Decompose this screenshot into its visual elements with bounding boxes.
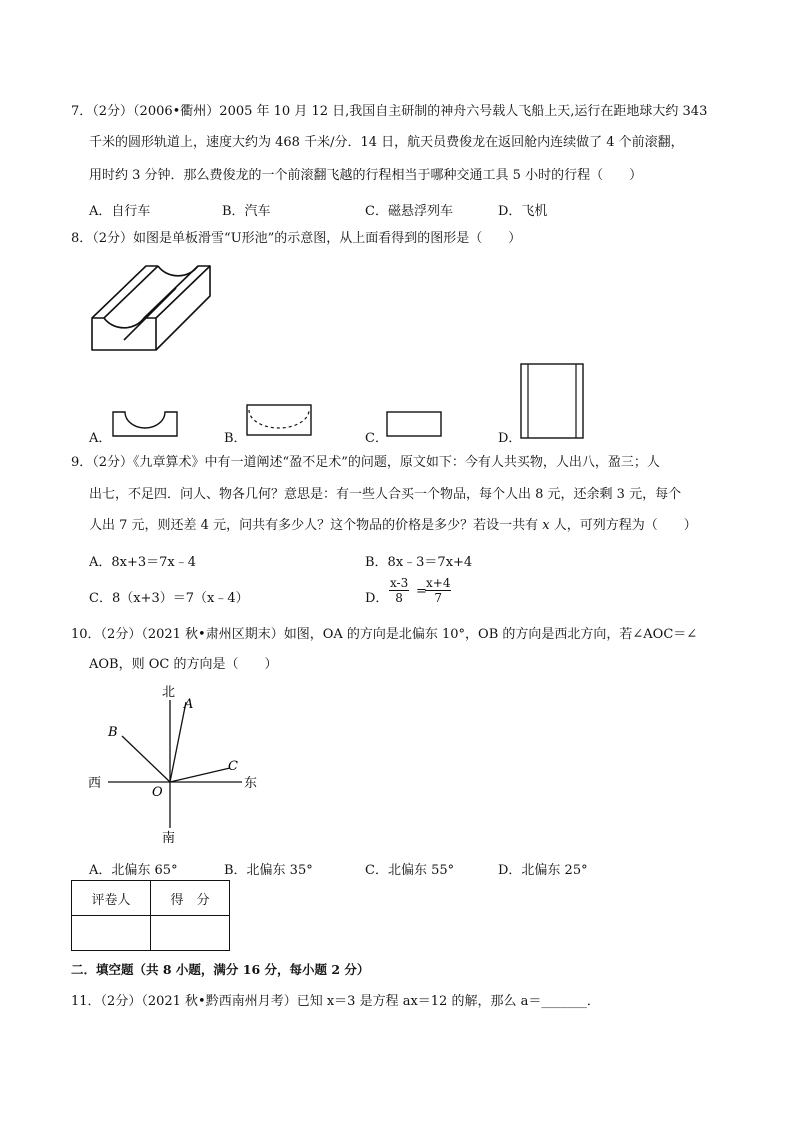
q8-label-c[interactable]: C． (365, 431, 388, 446)
q9-option-a[interactable]: A．8x+3＝7x﹣4 (89, 555, 197, 570)
point-c-label: C (228, 759, 238, 774)
q8-option-a-figure[interactable] (112, 411, 178, 437)
q8-line1: 8．（2分）如图是单板滑雪“U形池”的示意图，从上面看得到的图形是（ ） (71, 231, 522, 246)
q9-option-d-fraction-left[interactable] (389, 576, 409, 605)
west-label: 西 (88, 776, 102, 791)
q9-line3: 人出 7 元，则还差 4 元，问共有多少人？这个物品的价格是多少？若设一共有 x 人，可列方程为（ ） (89, 518, 697, 533)
point-b-label: B (108, 725, 118, 740)
q7-line3: 用时约 3 分钟．那么费俊龙的一个前滚翻飞越的行程相当于哪种交通工具 5 小时的行程（ ） (89, 168, 643, 183)
q7-line2: 千米的圆形轨道上，速度大约为 468 千米/分．14 日，航天员费俊龙在返回舱内连续做了 4 个前滚翻， (89, 135, 684, 150)
fraction-right-denominator: 7 (434, 591, 443, 605)
north-label: 北 (162, 685, 176, 700)
q8-option-b-figure[interactable] (246, 404, 312, 436)
u-pool-figure (88, 262, 213, 354)
q7-option-b[interactable]: B．汽车 (222, 204, 271, 219)
q7-option-c[interactable]: C．磁悬浮列车 (365, 204, 453, 219)
east-label: 东 (244, 776, 258, 791)
q10-line2: AOB，则 OC 的方向是（ ） (89, 657, 278, 672)
q10-option-a[interactable]: A．北偏东 65° (89, 863, 178, 878)
q9-option-d-equals: = (416, 584, 427, 599)
fraction-left-numerator: x-3 (390, 576, 409, 590)
grader-cell[interactable] (72, 916, 151, 951)
q9-option-b[interactable]: B．8x﹣3＝7x+4 (365, 555, 473, 570)
q7-option-a[interactable]: A．自行车 (89, 204, 151, 219)
q8-label-a[interactable]: A． (89, 431, 112, 446)
grader-table (71, 880, 230, 951)
q7-option-d[interactable]: D．飞机 (498, 204, 548, 219)
section-2-title: 二．填空题（共 8 小题，满分 16 分，每小题 2 分） (71, 962, 370, 977)
score-header: 得 分 (151, 881, 230, 916)
q9-line1: 9．（2分）《九章算术》中有一道阐述“盈不足术”的问题，原文如下：今有人共买物，人出八，盈三；人 (71, 455, 660, 470)
south-label: 南 (162, 831, 176, 846)
q9-line2: 出七，不足四．问人、物各几何？意思是：有一些人合买一个物品，每个人出 8 元，还余剩 3 元，每个 (89, 487, 682, 502)
grader-header: 评卷人 (72, 881, 151, 916)
q8-option-d-figure[interactable] (520, 363, 584, 439)
q10-option-b[interactable]: B．北偏东 35° (224, 863, 313, 878)
direction-figure (80, 680, 270, 850)
point-a-label: A (184, 697, 194, 712)
score-cell[interactable] (151, 916, 230, 951)
point-o-label: O (152, 785, 163, 800)
q8-option-c-figure[interactable] (386, 411, 442, 437)
q10-option-c[interactable]: C．北偏东 55° (365, 863, 455, 878)
fraction-left-denominator: 8 (395, 591, 403, 605)
q8-label-b[interactable]: B． (224, 431, 247, 446)
fraction-right-numerator: x+4 (426, 576, 451, 590)
q10-line1: 10．（2分）（2021 秋•肃州区期末）如图，OA 的方向是北偏东 10°，OB 的方向是西北方向，若∠AOC＝∠ (71, 627, 698, 642)
q9-option-c[interactable]: C．8（x+3）＝7（x﹣4） (89, 591, 249, 606)
q7-line1: 7．（2分）（2006•衢州）2005 年 10 月 12 日,我国自主研制的神舟六号载人飞船上天,运行在距地球大约 343 (71, 104, 708, 119)
q11-line1: 11．（2分）（2021 秋•黔西南州月考）已知 x＝3 是方程 ax＝12 的解，那么 a＝_______． (71, 994, 600, 1009)
q8-label-d[interactable]: D． (498, 431, 522, 446)
q9-option-d-fraction-right[interactable] (425, 576, 451, 605)
q10-option-d[interactable]: D．北偏东 25° (498, 863, 588, 878)
q9-option-d-label[interactable]: D． (365, 591, 389, 606)
